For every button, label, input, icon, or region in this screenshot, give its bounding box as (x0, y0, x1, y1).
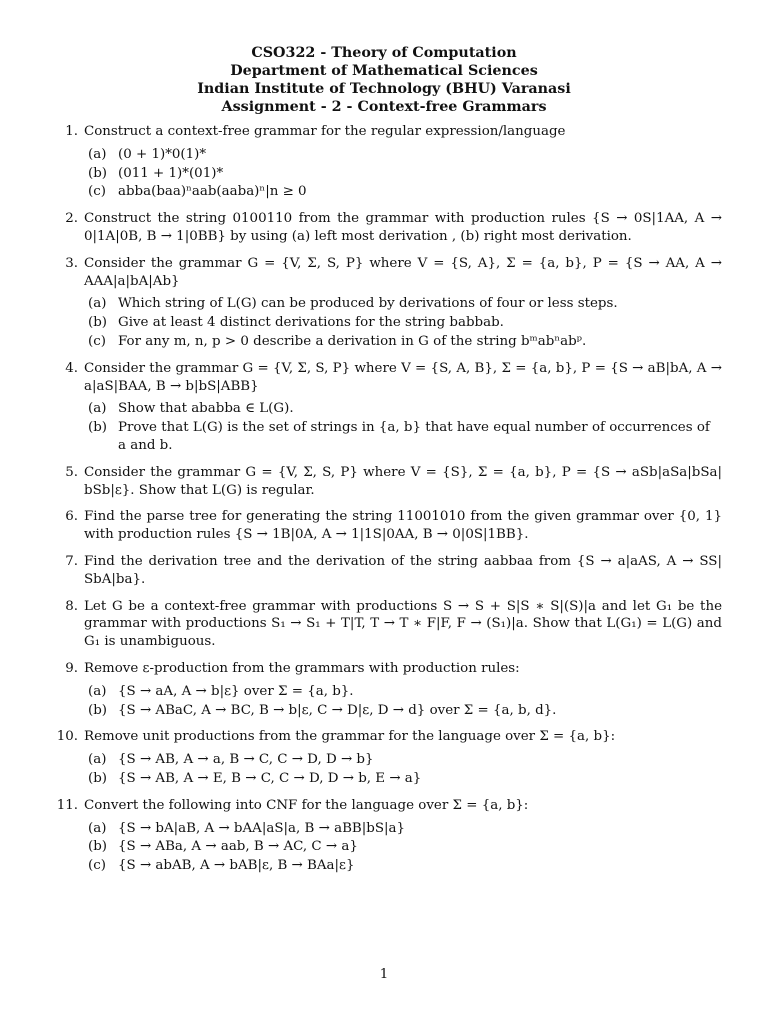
question-number: 4. (65, 360, 78, 376)
part-label: (a) (88, 401, 107, 417)
question-text: Convert the following into CNF for the language over Σ = {a, b}: (84, 797, 529, 813)
part-text: {S → AB, A → a, B → C, C → D, D → b} (118, 752, 374, 768)
question-parts (84, 146, 722, 201)
part-text: {S → abAB, A → bAB|ε, B → BAa|ε} (118, 858, 355, 874)
page-number: 1 (379, 967, 389, 982)
question-number: 7. (65, 553, 78, 569)
question-text: Construct the string 0100110 from the grammar with production rules {S → 0S|1AA, A → 0|1A|0B, B → 1|0BB} by using (a) left most derivation , (b) right most derivation. (84, 211, 722, 244)
question-item (62, 508, 722, 544)
question-part (84, 770, 722, 788)
part-label: (c) (88, 858, 106, 874)
question-part (84, 857, 722, 875)
question-parts (84, 295, 722, 350)
question-text: Consider the grammar G = {V, Σ, S, P} where V = {S, A, B}, Σ = {a, b}, P = {S → aB|bA, A → a|aS|BAA, B → b|bS|ABB} (84, 360, 722, 394)
part-text: Which string of L(G) can be produced by derivations of four or less steps. (118, 296, 618, 312)
question-part (84, 419, 722, 455)
part-label: (b) (88, 315, 108, 331)
question-text: Construct a context-free grammar for the regular expression/language (84, 124, 566, 139)
part-text: {S → AB, A → E, B → C, C → D, D → b, E → a} (118, 770, 422, 786)
question-item (62, 255, 722, 351)
question-text: Consider the grammar G = {V, Σ, S, P} where V = {S}, Σ = {a, b}, P = {S → aSb|aSa|bSa| bSb|ε}. Show that L(G) is regular. (84, 464, 722, 498)
question-number: 11. (56, 797, 78, 813)
question-item (62, 123, 722, 201)
question-item (56, 728, 722, 787)
part-label: (c) (88, 333, 106, 349)
part-text: abba(baa)ⁿaab(aaba)ⁿ|n ≥ 0 (118, 184, 307, 200)
question-number: 9. (65, 660, 78, 676)
question-item (62, 553, 722, 589)
question-part (84, 146, 722, 164)
question-item (62, 210, 722, 246)
part-label: (b) (88, 702, 108, 718)
question-item (56, 797, 722, 875)
part-text: {S → aA, A → b|ε} over Σ = {a, b}. (118, 683, 354, 699)
question-part (84, 165, 722, 183)
assignment-title: Assignment - 2 - Context-free Grammars (221, 99, 547, 115)
document-header (0, 44, 768, 116)
question-number: 10. (56, 729, 78, 745)
question-part (84, 295, 722, 313)
question-number: 8. (65, 598, 78, 614)
department-name: Department of Mathematical Sciences (230, 63, 538, 79)
part-text: Prove that L(G) is the set of strings in {a, b} that have equal number of occurrences of a and b. (118, 420, 710, 453)
part-label: (a) (88, 820, 107, 836)
question-number: 2. (65, 211, 78, 227)
question-part (84, 314, 722, 332)
part-label: (b) (88, 770, 108, 786)
part-text: (011 + 1)*(01)* (118, 165, 224, 181)
question-part (84, 751, 722, 769)
question-number: 6. (65, 509, 78, 525)
question-number: 5. (65, 464, 78, 480)
course-title: CSO322 - Theory of Computation (251, 45, 517, 61)
question-text: Remove unit productions from the grammar for the language over Σ = {a, b}: (84, 729, 616, 745)
institute-name: Indian Institute of Technology (BHU) Varanasi (197, 81, 571, 97)
question-text: Find the derivation tree and the derivation of the string aabbaa from {S → a|aAS, A → SS| SbA|ba}. (84, 553, 722, 587)
question-text: Find the parse tree for generating the string 11001010 from the given grammar over {0, 1} with production rules {S → 1B|0A, A → 1|1S|0AA, B → 0|0S|1BB}. (84, 509, 722, 543)
question-parts (84, 751, 722, 788)
question-part (84, 820, 722, 838)
question-item (62, 660, 722, 719)
question-part (84, 838, 722, 856)
question-part (84, 702, 722, 720)
part-text: (0 + 1)*0(1)* (118, 146, 207, 162)
part-text: Show that ababba ∈ L(G). (118, 401, 294, 417)
part-label: (a) (88, 683, 107, 699)
question-text: Let G be a context-free grammar with productions S → S + S|S ∗ S|(S)|a and let G₁ be the grammar with productions S₁ → S₁ + T|T, T → T ∗ F|F, F → (S₁)|a. Show that L(G₁) = L(G) and G₁ is unambiguous. (84, 598, 722, 650)
part-label: (b) (88, 165, 108, 181)
question-number: 3. (65, 255, 78, 271)
question-text: Consider the grammar G = {V, Σ, S, P} where V = {S, A}, Σ = {a, b}, P = {S → AA, A → AAA|a|bA|Ab} (84, 255, 722, 289)
questions-section (56, 123, 722, 884)
part-text: For any m, n, p > 0 describe a derivation in G of the string bᵐabⁿabᵖ. (118, 333, 587, 349)
question-parts (84, 820, 722, 875)
part-label: (a) (88, 146, 107, 162)
part-label: (a) (88, 752, 107, 768)
question-item (62, 464, 722, 500)
question-part (84, 683, 722, 701)
question-part (84, 333, 722, 351)
question-list (56, 123, 722, 875)
question-text: Remove ε-production from the grammars with production rules: (84, 660, 520, 676)
part-label: (c) (88, 184, 106, 200)
question-part (84, 400, 722, 418)
question-item (62, 360, 722, 455)
part-text: {S → ABaC, A → BC, B → b|ε, C → D|ε, D → d} over Σ = {a, b, d}. (118, 702, 557, 718)
part-label: (b) (88, 839, 108, 855)
part-label: (b) (88, 420, 108, 436)
question-item (62, 598, 722, 651)
part-text: {S → bA|aB, A → bAA|aS|a, B → aBB|bS|a} (118, 820, 406, 836)
part-label: (a) (88, 296, 107, 312)
question-parts (84, 683, 722, 720)
part-text: Give at least 4 distinct derivations for the string babbab. (118, 315, 504, 331)
question-parts (84, 400, 722, 454)
question-part (84, 183, 722, 201)
part-text: {S → ABa, A → aab, B → AC, C → a} (118, 839, 358, 855)
question-number: 1. (65, 124, 78, 139)
